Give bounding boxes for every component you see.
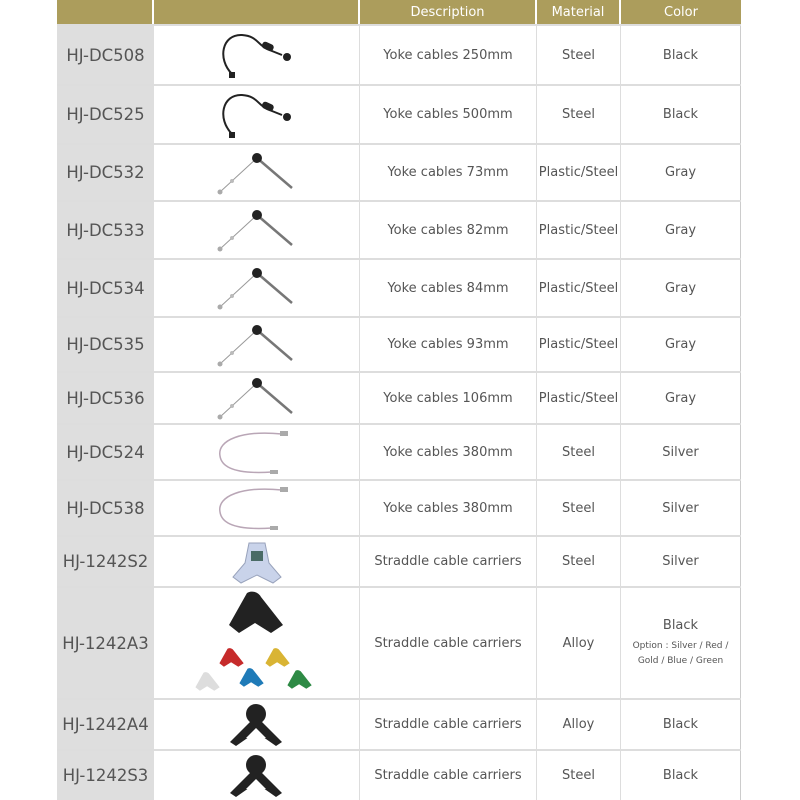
table-row xyxy=(57,371,741,423)
product-code: HJ-DC508 xyxy=(57,26,154,84)
product-image xyxy=(154,425,360,479)
header-material: Material xyxy=(537,0,621,24)
product-description: Yoke cables 380mm xyxy=(360,425,537,479)
silver-cable-carrier-icon xyxy=(227,539,287,585)
product-code: HJ-DC533 xyxy=(57,202,154,258)
table-body xyxy=(57,24,741,800)
product-color: Gray xyxy=(664,222,697,238)
product-material: Alloy xyxy=(537,700,621,749)
product-color: Gray xyxy=(664,337,697,352)
product-color-cell xyxy=(621,425,741,479)
product-description: Yoke cables 250mm xyxy=(360,26,537,84)
product-color: Silver xyxy=(662,554,699,569)
table-row xyxy=(57,535,741,586)
product-description: Yoke cables 93mm xyxy=(360,318,537,371)
product-material: Steel xyxy=(537,481,621,535)
product-table xyxy=(57,0,741,800)
silver-cable-loop-icon xyxy=(212,482,302,534)
product-material: Plastic/Steel xyxy=(537,260,621,316)
product-image xyxy=(154,700,360,749)
product-image xyxy=(154,145,360,200)
product-description: Yoke cables 84mm xyxy=(360,260,537,316)
header-code xyxy=(57,0,154,24)
product-code: HJ-1242A4 xyxy=(57,700,154,749)
multicolor-cable-carriers-icon xyxy=(187,589,327,697)
product-material: Steel xyxy=(537,537,621,586)
silver-cable-loop-icon xyxy=(212,426,302,478)
product-material: Steel xyxy=(537,86,621,143)
product-color: Black xyxy=(662,47,699,63)
product-description: Yoke cables 380mm xyxy=(360,481,537,535)
product-color: Gray xyxy=(664,390,697,406)
product-code: HJ-1242S2 xyxy=(57,537,154,586)
header-description: Description xyxy=(360,0,537,24)
product-material: Alloy xyxy=(537,588,621,698)
table-row xyxy=(57,84,741,143)
product-material: Plastic/Steel xyxy=(537,202,621,258)
product-image xyxy=(154,86,360,143)
product-code: HJ-DC536 xyxy=(57,373,154,423)
product-image xyxy=(154,373,360,423)
table-row xyxy=(57,586,741,698)
product-description: Straddle cable carriers xyxy=(360,537,537,586)
product-material: Steel xyxy=(537,751,621,800)
product-code: HJ-1242S3 xyxy=(57,751,154,800)
product-material: Steel xyxy=(537,425,621,479)
product-color-cell xyxy=(621,481,741,535)
table-row xyxy=(57,143,741,200)
product-color: Black xyxy=(662,717,699,732)
product-description: Yoke cables 106mm xyxy=(360,373,537,423)
product-description: Yoke cables 82mm xyxy=(360,202,537,258)
product-material: Plastic/Steel xyxy=(537,373,621,423)
color-options: Option : Silver / Red / Gold / Blue / Green xyxy=(632,640,729,666)
black-cable-loop-icon xyxy=(212,89,302,141)
product-color: Gray xyxy=(664,280,697,296)
table-row xyxy=(57,24,741,84)
product-material: Plastic/Steel xyxy=(537,145,621,200)
product-code: HJ-DC535 xyxy=(57,318,154,371)
table-row xyxy=(57,698,741,749)
product-color: Black xyxy=(662,107,699,122)
gray-yoke-cable-icon xyxy=(212,373,302,423)
table-row xyxy=(57,316,741,371)
product-color: Silver xyxy=(662,444,699,460)
product-image xyxy=(154,26,360,84)
table-row xyxy=(57,423,741,479)
product-color-cell xyxy=(621,318,741,371)
product-image xyxy=(154,260,360,316)
product-image xyxy=(154,202,360,258)
product-color-cell xyxy=(621,588,741,698)
product-description: Straddle cable carriers xyxy=(360,751,537,800)
product-color-cell xyxy=(621,145,741,200)
table-row xyxy=(57,258,741,316)
product-color-cell xyxy=(621,202,741,258)
product-description: Yoke cables 500mm xyxy=(360,86,537,143)
product-color: Silver xyxy=(662,500,699,516)
product-code: HJ-1242A3 xyxy=(57,588,154,698)
black-cable-carrier-icon xyxy=(222,753,292,799)
product-image xyxy=(154,481,360,535)
table-row xyxy=(57,200,741,258)
product-description: Straddle cable carriers xyxy=(360,588,537,698)
product-image xyxy=(154,751,360,800)
header-image xyxy=(154,0,360,24)
product-color-cell xyxy=(621,260,741,316)
gray-yoke-cable-icon xyxy=(212,320,302,370)
product-code: HJ-DC525 xyxy=(57,86,154,143)
product-code: HJ-DC524 xyxy=(57,425,154,479)
gray-yoke-cable-icon xyxy=(212,263,302,313)
product-image xyxy=(154,537,360,586)
product-color: Gray xyxy=(664,165,697,180)
product-code: HJ-DC538 xyxy=(57,481,154,535)
table-header xyxy=(57,0,741,24)
product-image xyxy=(154,588,360,698)
gray-yoke-cable-icon xyxy=(212,205,302,255)
product-color-cell xyxy=(621,700,741,749)
product-description: Straddle cable carriers xyxy=(360,700,537,749)
black-cable-loop-icon xyxy=(212,29,302,81)
product-color-cell xyxy=(621,86,741,143)
product-image xyxy=(154,318,360,371)
product-code: HJ-DC534 xyxy=(57,260,154,316)
table-row xyxy=(57,479,741,535)
table-row xyxy=(57,749,741,800)
gray-yoke-cable-icon xyxy=(212,148,302,198)
header-color: Color xyxy=(664,4,698,20)
product-color-cell xyxy=(621,537,741,586)
product-color-cell xyxy=(621,373,741,423)
product-color-cell xyxy=(621,751,741,800)
product-color: Black xyxy=(662,768,699,783)
product-color: Black xyxy=(662,617,699,633)
product-color-cell xyxy=(621,26,741,84)
product-code: HJ-DC532 xyxy=(57,145,154,200)
black-cable-carrier-icon xyxy=(222,702,292,748)
product-material: Steel xyxy=(537,26,621,84)
product-material: Plastic/Steel xyxy=(537,318,621,371)
product-description: Yoke cables 73mm xyxy=(360,145,537,200)
